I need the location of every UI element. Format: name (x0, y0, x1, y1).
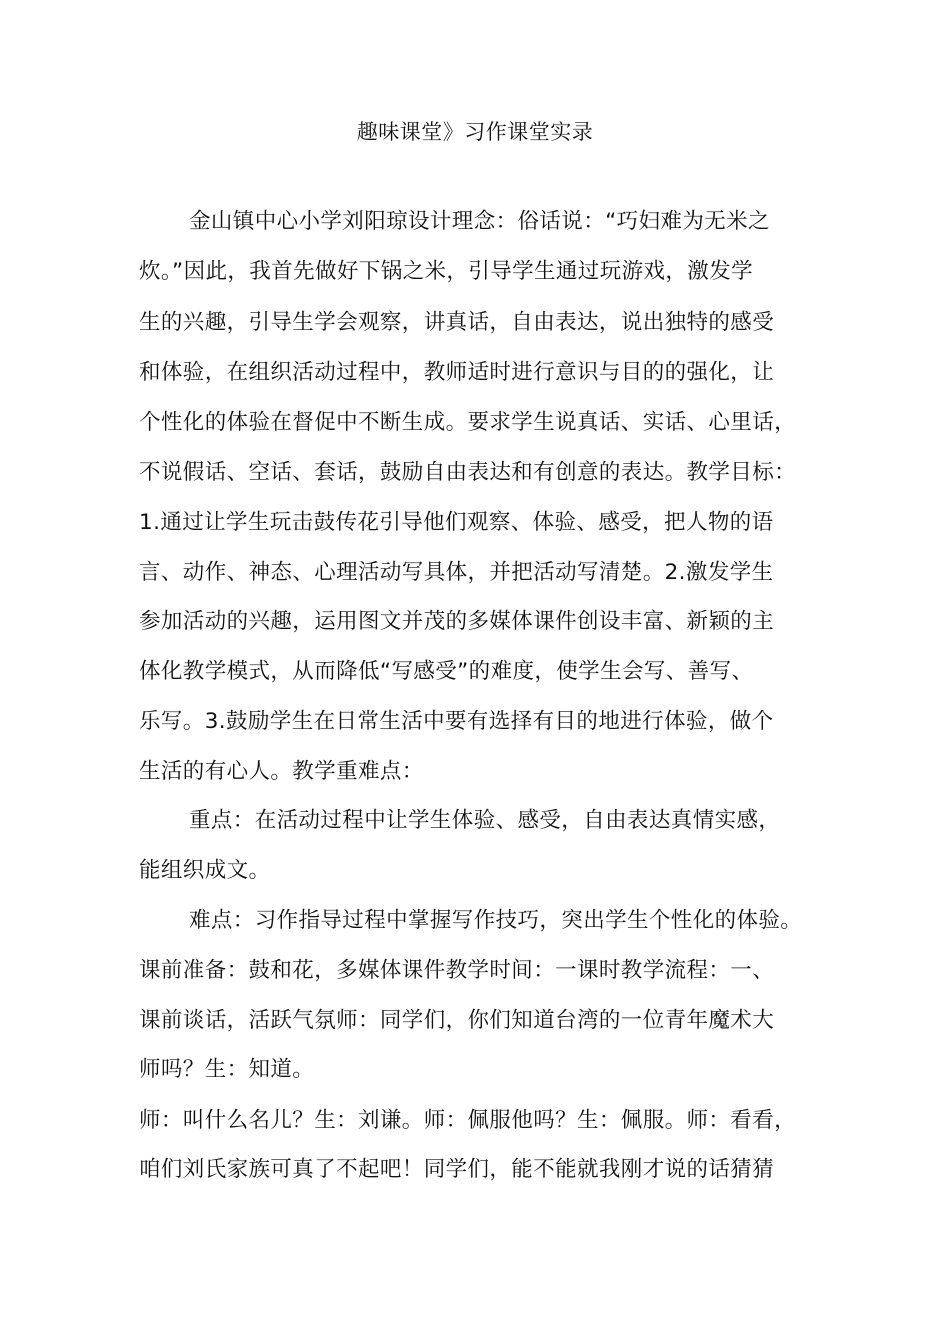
body-line: 体化教学模式，从而降低“写感受”的难度，使学生会写、善写、 (139, 659, 754, 684)
body-line: 不说假话、空话、套话，鼓励自由表达和有创意的表达。教学目标： (139, 460, 797, 485)
body-line: 1.通过让学生玩击鼓传花引导他们观察、体验、感受，把人物的语 (139, 510, 774, 535)
body-line: 能组织成文。 (139, 858, 271, 883)
body-line: 课前谈话，活跃气氛师：同学们，你们知道台湾的一位青年魔术大 (139, 1008, 775, 1033)
body-line: 和体验，在组织活动过程中，教师适时进行意识与目的的强化，让 (139, 360, 775, 385)
body-line: 金山镇中心小学刘阳琼设计理念：俗话说：“巧妇难为无米之 (189, 209, 770, 234)
body-line: 重点：在活动过程中让学生体验、感受，自由表达真情实感， (189, 808, 781, 833)
document-title: 趣味课堂》习作课堂实录 (356, 120, 594, 144)
body-line: 咱们刘氏家族可真了不起吧！同学们，能不能就我刚才说的话猜猜 (139, 1157, 775, 1182)
body-line: 师：叫什么名儿？生：刘谦。师：佩服他吗？生：佩服。师：看看， (139, 1108, 797, 1133)
body-line: 生活的有心人。教学重难点： (139, 759, 424, 784)
body-line: 课前准备：鼓和花，多媒体课件教学时间：一课时教学流程：一、 (139, 958, 775, 983)
body-line: 乐写。3.鼓励学生在日常生活中要有选择有目的地进行体验，做个 (139, 709, 774, 734)
body-line: 师吗？生：知道。 (139, 1057, 315, 1082)
body-line: 炊。”因此，我首先做好下锅之米，引导学生通过玩游戏，激发学 (139, 259, 753, 284)
body-line: 生的兴趣，引导生学会观察，讲真话，自由表达，说出独特的感受 (139, 310, 775, 335)
body-line: 言、动作、神态、心理活动写具体，并把活动写清楚。2.激发学生 (139, 560, 774, 585)
body-line: 个性化的体验在督促中不断生成。要求学生说真话、实话、心里话， (139, 410, 797, 435)
body-line: 难点：习作指导过程中掌握写作技巧，突出学生个性化的体验。 (189, 908, 803, 933)
body-line: 参加活动的兴趣，运用图文并茂的多媒体课件创设丰富、新颖的主 (139, 609, 775, 634)
